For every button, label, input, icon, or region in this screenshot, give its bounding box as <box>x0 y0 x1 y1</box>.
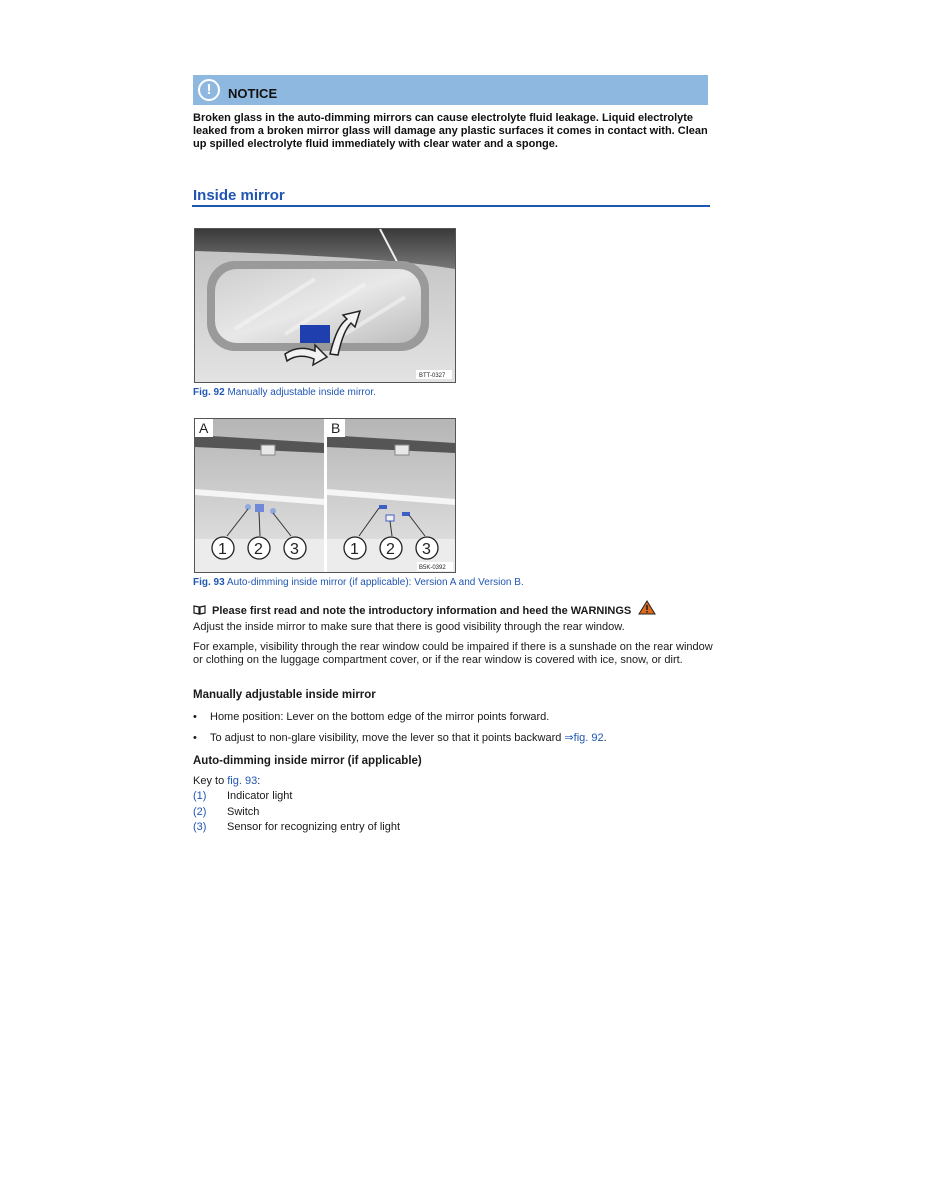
bullet-1 <box>193 711 713 724</box>
key-item-1-label: Indicator light <box>227 790 293 802</box>
bullet-2 <box>193 732 713 745</box>
manual-heading: Manually adjustable inside mirror <box>193 689 376 701</box>
panel-a-label: A <box>199 420 209 436</box>
exclamation-circle-icon: ! <box>198 79 220 101</box>
read-first-text: Please first read and note the introductory information and heed the WARNINGS <box>212 605 632 617</box>
figure-93-code: B5K-0392 <box>419 565 446 571</box>
key-prefix: Key to <box>193 775 228 787</box>
key-item-2-number: (2) <box>193 806 207 818</box>
fig-93-link[interactable]: fig. 93 <box>227 775 258 787</box>
callout-1b: 1 <box>350 541 359 558</box>
figure-93-caption-label: Fig. 93 <box>193 577 225 588</box>
panel-b-label: B <box>331 420 341 436</box>
figure-92-caption <box>193 387 376 398</box>
figure-92-caption-label: Fig. 92 <box>193 387 225 398</box>
panel-a <box>195 419 324 572</box>
key-suffix: : <box>257 775 261 787</box>
key-item-3-label: Sensor for recognizing entry of light <box>227 821 401 833</box>
bullet-dot: • <box>193 711 197 723</box>
auto-dimming-mirror-illustration <box>195 419 455 572</box>
book-icon <box>193 605 206 615</box>
notice-title: NOTICE <box>228 86 278 101</box>
paragraph-1: Adjust the inside mirror to make sure that there is good visibility through the rear window. <box>193 621 625 633</box>
fig-92-link[interactable]: ⇒fig. 92 <box>564 732 604 744</box>
panel-b <box>327 419 455 572</box>
notice-text: Broken glass in the auto-dimming mirrors can cause electrolyte fluid leakage. Liquid electrolyte leaked from a broken mirror glass will damage any plastic surfaces it comes in contact with. Clean up spilled electrolyte fluid immediately with clear water and a sponge. <box>193 112 708 150</box>
callout-3a: 3 <box>290 541 299 558</box>
bullet-1-text: Home position: Lever on the bottom edge of the mirror points forward. <box>210 711 550 723</box>
warning-triangle-icon[interactable] <box>638 600 656 615</box>
read-first-line <box>193 600 656 617</box>
figure-92-image <box>194 228 456 383</box>
auto-heading: Auto-dimming inside mirror (if applicable) <box>193 755 422 767</box>
figure-93-caption-text: Auto-dimming inside mirror (if applicable): Version A and Version B. <box>224 577 524 588</box>
callout-1a: 1 <box>218 541 227 558</box>
figure-93-image <box>194 418 456 573</box>
bullet-2-text: To adjust to non-glare visibility, move the lever so that it points backward <box>210 732 565 744</box>
bullet-2-end: . <box>603 732 607 744</box>
figure-92-caption-text: Manually adjustable inside mirror. <box>224 387 376 398</box>
callout-3b: 3 <box>422 541 431 558</box>
key-item-2-label: Switch <box>227 806 260 818</box>
callout-2a: 2 <box>254 541 263 558</box>
callout-2b: 2 <box>386 541 395 558</box>
figure-93-caption <box>193 577 524 588</box>
key-item-1-number: (1) <box>193 790 207 802</box>
manual-mirror-illustration <box>195 229 455 382</box>
key-line <box>193 775 713 788</box>
figure-92-code: BTT-0327 <box>419 373 446 379</box>
key-item-3-number: (3) <box>193 821 207 833</box>
section-divider <box>192 205 710 207</box>
paragraph-2: For example, visibility through the rear window could be impaired if there is a sunshade on the rear window or clothing on the luggage compartment cover, or if the rear window is covered with ice, snow, or dirt. <box>193 641 713 666</box>
section-title: Inside mirror <box>193 187 285 204</box>
bullet-dot: • <box>193 732 197 744</box>
